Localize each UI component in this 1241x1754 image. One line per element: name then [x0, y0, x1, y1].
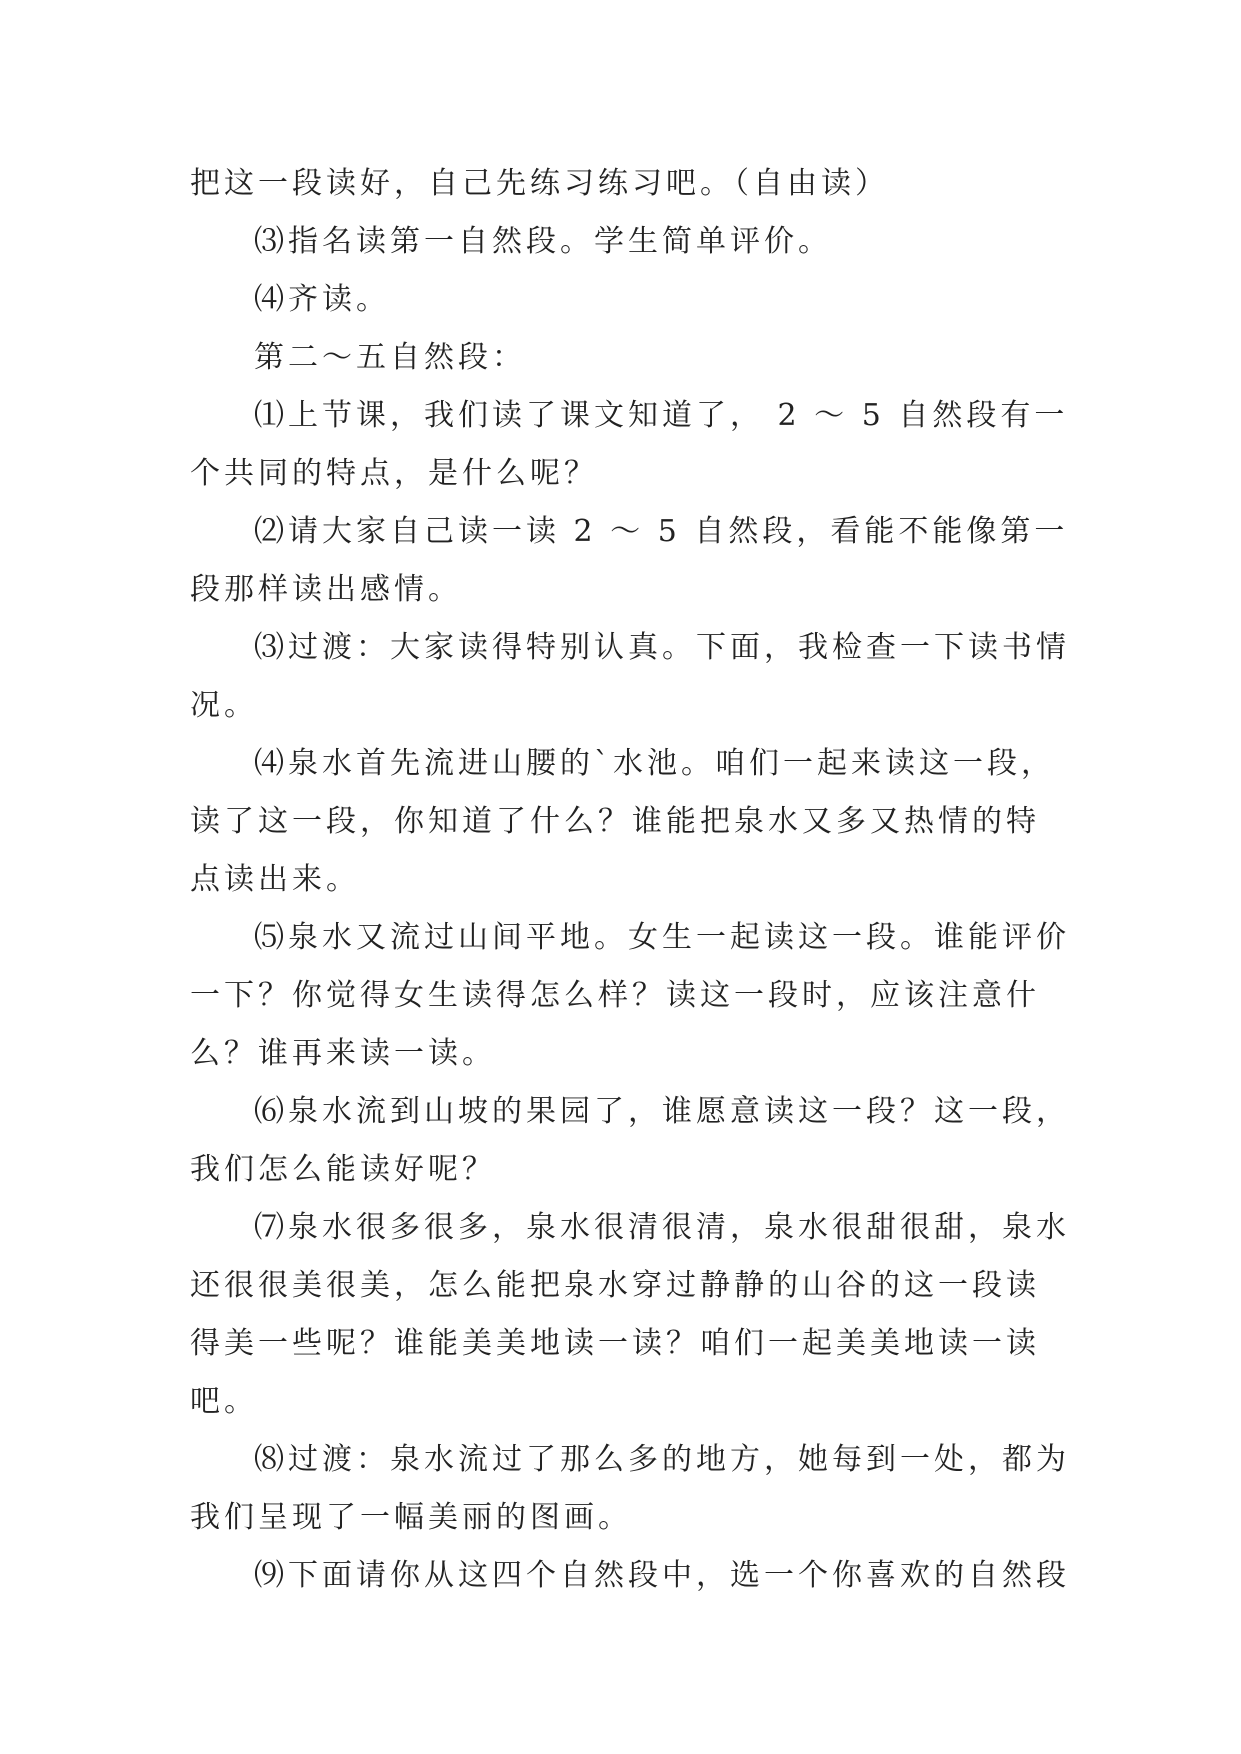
paragraph-9: ⑸泉水又流过山间平地。女生一起读这一段。谁能评价一下？你觉得女生读得怎么样？读这一段时，应该注意什么？谁再来读一读。 — [190, 920, 1070, 1071]
paragraph-5: ⑴上节课，我们读了课文知道了， 2 ～ 5 自然段有一个共同的特点，是什么呢？ — [190, 398, 1069, 491]
document-body — [190, 155, 1070, 1605]
paragraph-12: ⑻过渡：泉水流过了那么多的地方，她每到一处，都为我们呈现了一幅美丽的图画。 — [190, 1442, 1070, 1535]
paragraph-6: ⑵请大家自己读一读 2 ～ 5 自然段，看能不能像第一段那样读出感情。 — [190, 514, 1069, 607]
paragraph-7: ⑶过渡：大家读得特别认真。下面，我检查一下读书情况。 — [190, 630, 1070, 723]
paragraph-1: 把这一段读好，自己先练习练习吧。（自由读） — [190, 166, 889, 201]
paragraph-13: ⑼下面请你从这四个自然段中，选一个你喜欢的自然段 — [254, 1558, 1070, 1593]
paragraph-8: ⑷泉水首先流进山腰的`水池。咱们一起来读这一段，读了这一段，你知道了什么？谁能把泉水又多又热情的特点读出来。 — [190, 746, 1055, 897]
paragraph-10: ⑹泉水流到山坡的果园了，谁愿意读这一段？这一段，我们怎么能读好呢？ — [190, 1094, 1070, 1187]
paragraph-4: 第二～五自然段： — [254, 340, 526, 375]
paragraph-3: ⑷齐读。 — [254, 282, 390, 317]
paragraph-2: ⑶指名读第一自然段。学生简单评价。 — [254, 224, 832, 259]
paragraph-11: ⑺泉水很多很多，泉水很清很清，泉水很甜很甜，泉水还很很美很美，怎么能把泉水穿过静静的山谷的这一段读得美一些呢？谁能美美地读一读？咱们一起美美地读一读吧。 — [190, 1210, 1070, 1419]
